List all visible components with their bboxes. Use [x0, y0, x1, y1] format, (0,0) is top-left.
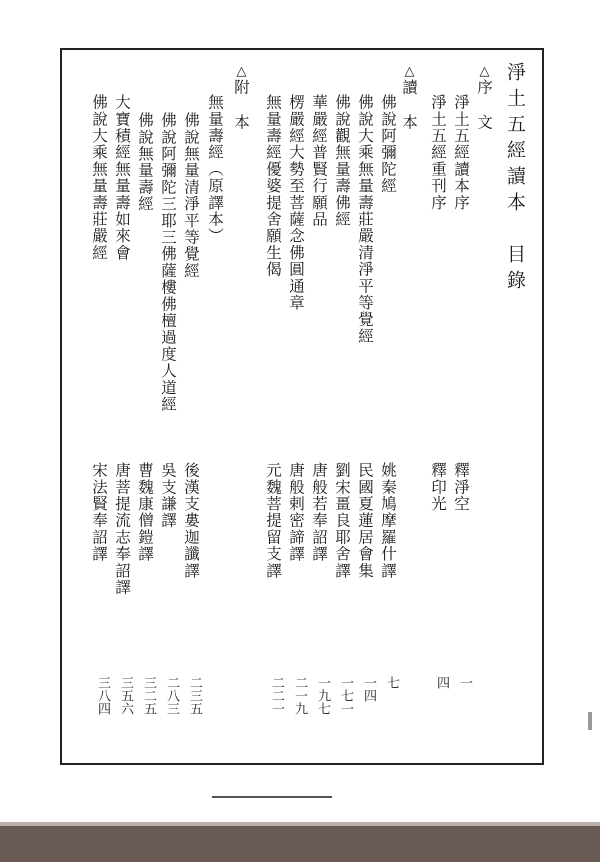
toc-page-number: 四 [434, 676, 449, 689]
toc-entry-title: 華嚴經普賢行願品 [310, 94, 328, 228]
section-appendix-heading [233, 64, 249, 130]
toc-entry-title: 無量壽經優婆提舍願生偈 [264, 94, 282, 278]
toc-entry-author: 姚秦鳩摩羅什譯 [379, 462, 397, 579]
section-preface-heading [476, 64, 492, 130]
book-title-text: 淨土五經讀本 [504, 62, 526, 218]
section-mark-icon: △ [234, 64, 249, 79]
book-title [504, 62, 526, 296]
toc-entry-author: 唐般剌密諦譯 [287, 462, 305, 563]
toc-entry-title: 淨土五經重刊序 [429, 94, 447, 211]
toc-page-number: 一 [457, 676, 472, 689]
toc-page-number: 二八三 [164, 676, 179, 715]
toc-entry-author: 唐菩提流志奉詔譯 [113, 462, 131, 596]
toc-entry-title: 佛說大乘無量壽莊嚴清淨平等覺經 [356, 94, 374, 345]
toc-entry-title: 佛說大乘無量壽莊嚴經 [90, 94, 108, 261]
toc-entry-title: 淨土五經讀本序 [452, 94, 470, 211]
toc-entry-author: 曹魏康僧鎧譯 [136, 462, 154, 563]
contents-label: 目錄 [504, 244, 526, 296]
toc-entry-author: 後漢支婁迦讖譯 [182, 462, 200, 579]
toc-entry-title: 佛說無量清淨平等覺經 [182, 112, 200, 279]
toc-entry-author: 釋淨空 [452, 462, 470, 513]
toc-entry-author: 宋法賢奉詔譯 [90, 462, 108, 563]
toc-entry-author: 劉宋畺良耶舍譯 [333, 462, 351, 579]
toc-entry-author: 釋印光 [429, 462, 447, 513]
toc-page-number: 三二五 [141, 676, 156, 715]
toc-page-number: 一七一 [338, 676, 353, 715]
toc-entry-author: 民國夏蓮居會集 [356, 462, 374, 579]
toc-page-number: 七 [384, 676, 399, 689]
section-mark-icon: △ [402, 64, 417, 79]
divider [212, 796, 332, 798]
section-main-label: 讀 [400, 79, 418, 96]
toc-entry-title: 大寶積經無量壽如來會 [113, 94, 131, 261]
toc-entry-title: 佛說無量壽經 [136, 112, 154, 213]
toc-page-number: 一四 [361, 676, 376, 702]
section-preface-label: 序 [475, 79, 493, 96]
section-appendix-label-b: 本 [232, 113, 250, 131]
toc-page-number: 二二一 [269, 676, 284, 715]
toc-entry-title: 佛說阿彌陀經 [379, 94, 397, 195]
section-main-heading [401, 64, 417, 130]
toc-entry-title: 佛說阿彌陀三耶三佛薩樓佛檀過度人道經 [159, 112, 177, 413]
toc-entry-title: 無量壽經（原譯本） [206, 94, 224, 245]
toc-page-number: 二三五 [187, 676, 202, 715]
toc-page-number: 一九七 [315, 676, 330, 715]
section-preface-label-b: 文 [475, 113, 493, 131]
toc-entry-author: 元魏菩提留支譯 [264, 462, 282, 579]
toc-page-number: 二一九 [292, 676, 307, 715]
toc-entry-title: 楞嚴經大勢至菩薩念佛圓通章 [287, 94, 305, 312]
book-edge [0, 826, 600, 862]
section-mark-icon: △ [477, 64, 492, 79]
toc-entry-author: 吳支謙譯 [159, 462, 177, 529]
section-main-label-b: 本 [400, 113, 418, 131]
toc-page-number: 三五六 [118, 676, 133, 715]
toc-page-number: 三八四 [95, 676, 110, 715]
toc-entry-author: 唐般若奉詔譯 [310, 462, 328, 563]
scan-edge-mark [588, 712, 592, 730]
toc-entry-title: 佛說觀無量壽佛經 [333, 94, 351, 228]
section-appendix-label: 附 [232, 79, 250, 96]
